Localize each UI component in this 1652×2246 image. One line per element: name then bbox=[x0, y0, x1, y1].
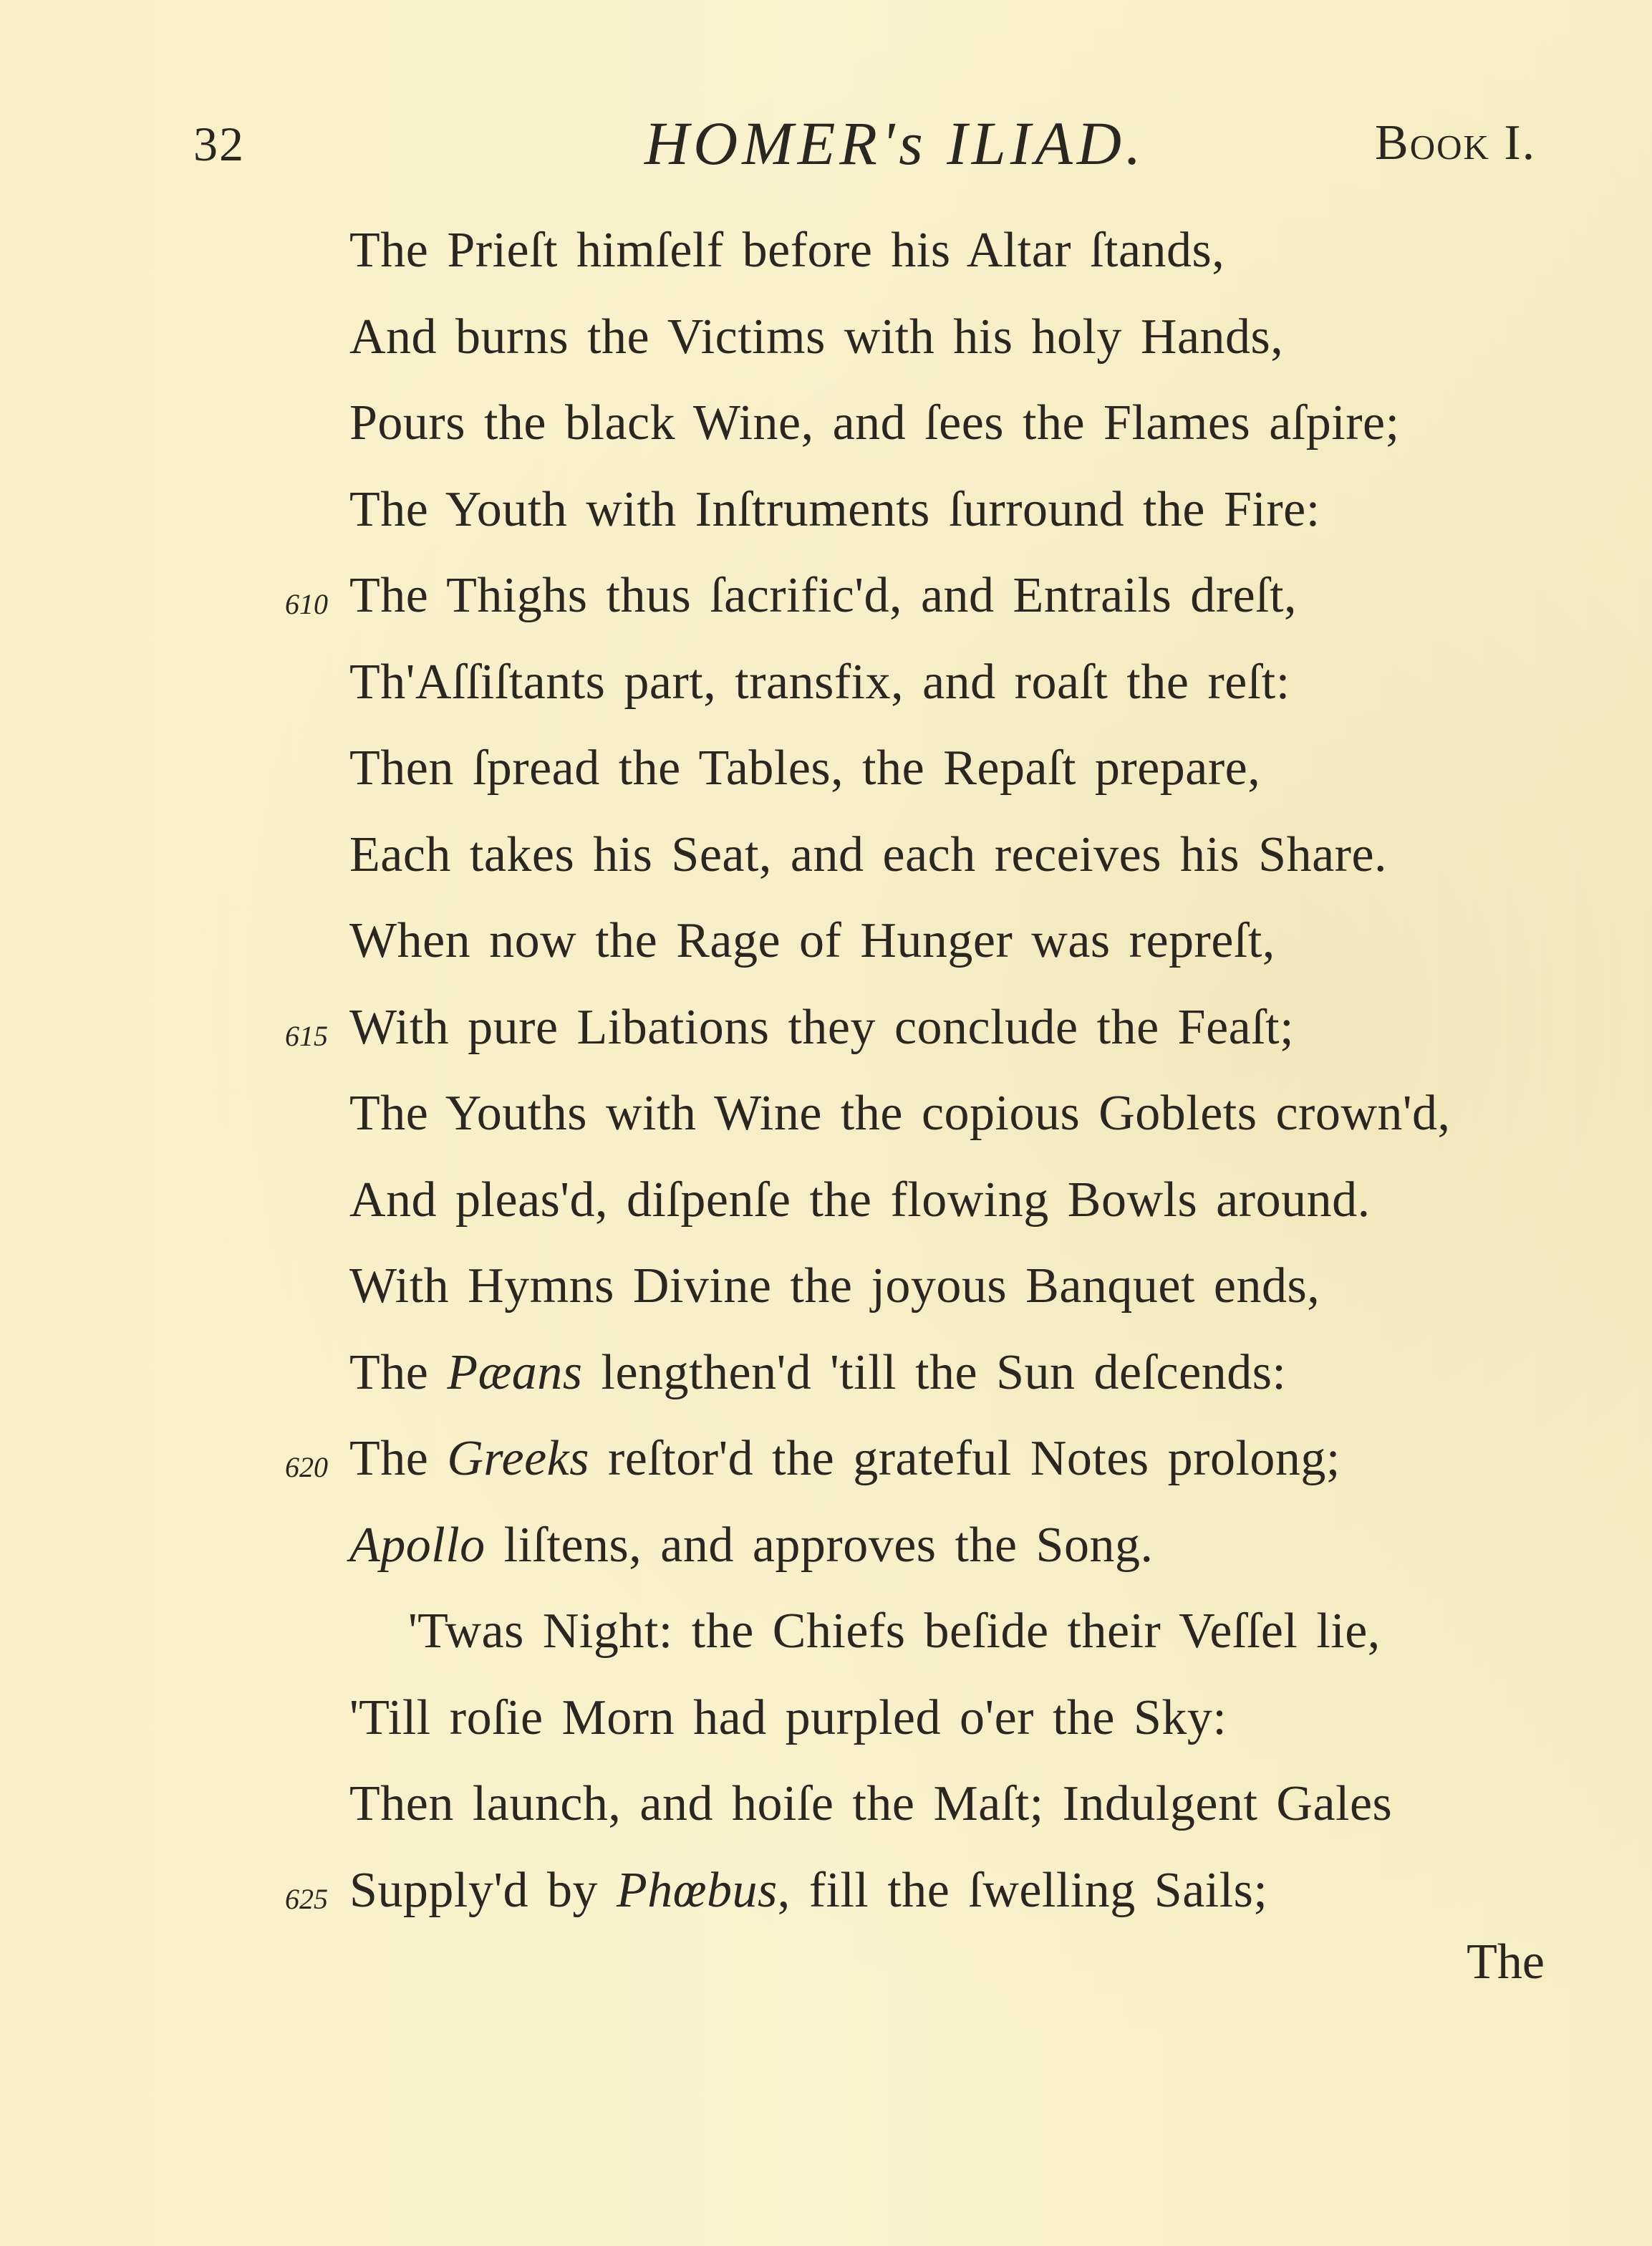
verse-line bbox=[0, 726, 1652, 812]
verse-line bbox=[0, 1416, 1652, 1503]
running-title: HOMER's ILIAD. bbox=[644, 109, 1146, 178]
catchword: The bbox=[1467, 1934, 1545, 1990]
verse-block bbox=[0, 208, 1652, 1934]
line-text bbox=[349, 1344, 1286, 1402]
verse-line bbox=[0, 898, 1652, 985]
line-text: Pours the black Wine, and ſees the Flames aſpire; bbox=[349, 395, 1400, 450]
verse-line bbox=[0, 1071, 1652, 1157]
italic-name: Apollo bbox=[349, 1517, 486, 1573]
line-text: The Youths with Wine the copious Goblets crown'd, bbox=[349, 1086, 1451, 1141]
verse-line bbox=[0, 380, 1652, 467]
line-text-post: reſtor'd the grateful Notes prolong; bbox=[589, 1431, 1341, 1486]
verse-line bbox=[0, 1503, 1652, 1589]
verse-line bbox=[0, 467, 1652, 554]
line-text: The Thighs thus ſacrific'd, and Entrails dreſt, bbox=[349, 568, 1298, 623]
line-text: With pure Libations they conclude the Feaſt; bbox=[349, 999, 1295, 1055]
line-text-post: lengthen'd 'till the Sun deſcends: bbox=[582, 1344, 1287, 1400]
book-label: Book I. bbox=[1375, 115, 1537, 170]
italic-name: Greeks bbox=[447, 1431, 589, 1486]
line-text: And burns the Victims with his holy Hands, bbox=[349, 309, 1284, 365]
verse-line bbox=[0, 812, 1652, 899]
line-text: The Youth with Inſtruments ſurround the Fire: bbox=[349, 481, 1320, 537]
line-text-pre: The bbox=[349, 1344, 448, 1400]
line-text: And pleas'd, diſpenſe the flowing Bowls around. bbox=[349, 1172, 1371, 1228]
line-text-pre: Supply'd by bbox=[349, 1862, 617, 1918]
line-text: 'Twas Night: the Chiefs beſide their Veſſel lie, bbox=[408, 1604, 1381, 1659]
line-text: When now the Rage of Hunger was repreſt, bbox=[349, 913, 1275, 968]
verse-line bbox=[0, 1761, 1652, 1848]
line-text-post: , fill the ſwelling Sails; bbox=[777, 1862, 1268, 1918]
line-number: 615 bbox=[285, 1019, 328, 1052]
verse-line bbox=[0, 1157, 1652, 1244]
verse-line bbox=[0, 1589, 1652, 1675]
line-text bbox=[349, 1430, 1341, 1488]
verse-line bbox=[0, 1243, 1652, 1330]
italic-name: Phœbus bbox=[617, 1862, 778, 1918]
verse-line bbox=[0, 985, 1652, 1071]
line-text: With Hymns Divine the joyous Banquet ends, bbox=[349, 1258, 1320, 1314]
verse-line bbox=[0, 1330, 1652, 1417]
line-text-post: liſtens, and approves the Song. bbox=[485, 1517, 1154, 1573]
verse-line bbox=[0, 294, 1652, 381]
line-number: 625 bbox=[285, 1882, 328, 1915]
line-text: The Prieſt himſelf before his Altar ſtands, bbox=[349, 223, 1225, 278]
line-text: Then launch, and hoiſe the Maſt; Indulgent Gales bbox=[349, 1776, 1393, 1831]
line-number: 610 bbox=[285, 588, 328, 620]
line-text bbox=[349, 1862, 1267, 1919]
verse-line bbox=[0, 1675, 1652, 1762]
line-text bbox=[349, 1517, 1153, 1574]
verse-line bbox=[0, 208, 1652, 294]
italic-name: Pæans bbox=[447, 1344, 583, 1400]
line-text: 'Till roſie Morn had purpled o'er the Sky: bbox=[349, 1690, 1227, 1745]
verse-line bbox=[0, 640, 1652, 726]
line-text: Then ſpread the Tables, the Repaſt prepare, bbox=[349, 741, 1261, 796]
page-header bbox=[0, 107, 1652, 186]
line-text: Each takes his Seat, and each receives his Share. bbox=[349, 826, 1388, 882]
verse-line bbox=[0, 1848, 1652, 1934]
line-number: 620 bbox=[285, 1451, 328, 1483]
verse-line bbox=[0, 553, 1652, 640]
page-number: 32 bbox=[193, 117, 245, 171]
line-text: Th'Aſſiſtants part, transfix, and roaſt the reſt: bbox=[349, 654, 1290, 710]
line-text-pre: The bbox=[349, 1431, 448, 1486]
